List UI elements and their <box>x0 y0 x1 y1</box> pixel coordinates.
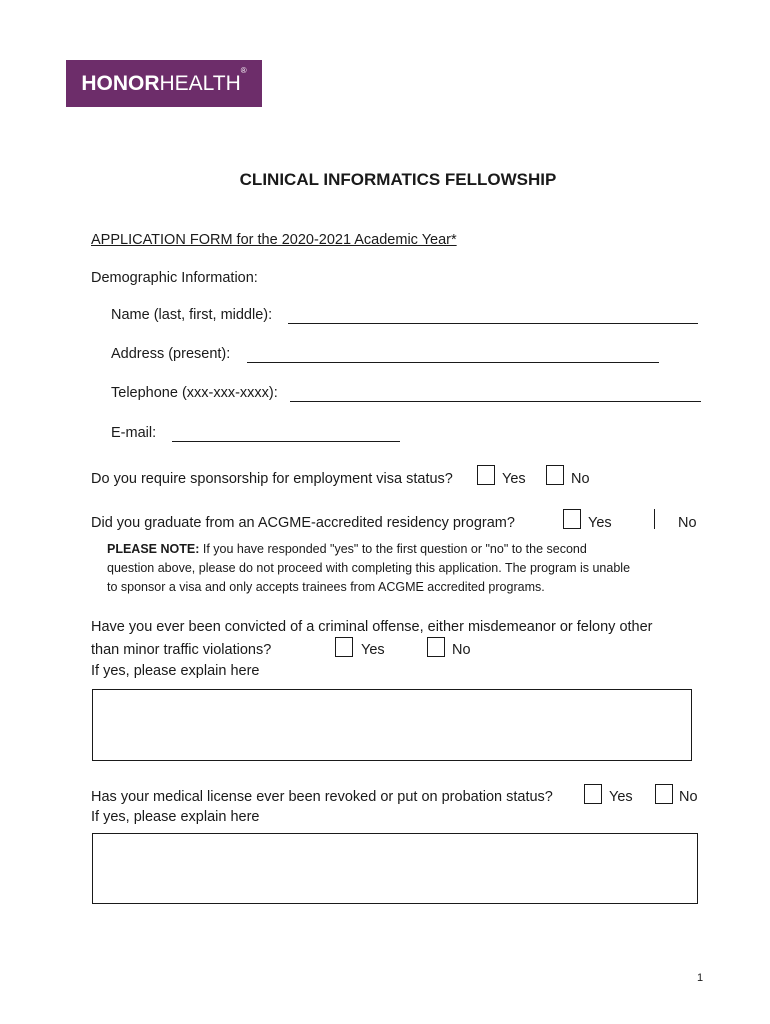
telephone-label: Telephone (xxx-xxx-xxxx): <box>111 385 278 401</box>
acgme-question: Did you graduate from an ACGME-accredited residency program? <box>91 515 515 531</box>
honorhealth-logo <box>66 60 262 107</box>
license-yes-checkbox[interactable] <box>584 784 602 804</box>
visa-yes-label: Yes <box>502 471 526 487</box>
visa-question: Do you require sponsorship for employment visa status? <box>91 471 453 487</box>
page-title: CLINICAL INFORMATICS FELLOWSHIP <box>239 170 557 189</box>
acgme-no-checkbox[interactable] <box>654 509 672 529</box>
address-field[interactable] <box>247 362 659 363</box>
visa-no-checkbox[interactable] <box>546 465 564 485</box>
license-explain-label: If yes, please explain here <box>91 809 260 825</box>
license-question: Has your medical license ever been revoked or put on probation status? <box>91 789 553 805</box>
license-yes-label: Yes <box>609 789 633 805</box>
name-field[interactable] <box>288 323 698 324</box>
criminal-question-line1: Have you ever been convicted of a criminal offense, either misdemeanor or felony other <box>91 619 653 635</box>
email-label: E-mail: <box>111 425 157 441</box>
telephone-field[interactable] <box>290 401 701 402</box>
email-field[interactable] <box>172 441 400 442</box>
acgme-yes-checkbox[interactable] <box>563 509 581 529</box>
criminal-explain-textbox[interactable] <box>92 689 692 761</box>
license-explain-textbox[interactable] <box>92 833 698 904</box>
note-bold: PLEASE NOTE: <box>107 542 200 556</box>
acgme-yes-label: Yes <box>588 515 612 531</box>
acgme-no-label: No <box>678 515 697 531</box>
address-label: Address (present): <box>111 346 231 362</box>
criminal-yes-label: Yes <box>361 642 385 658</box>
logo-part1: HONOR <box>81 72 160 95</box>
form-heading: APPLICATION FORM for the 2020-2021 Academic Year* <box>91 232 457 248</box>
criminal-question-line2: than minor traffic violations? <box>91 642 272 658</box>
criminal-no-label: No <box>452 642 471 658</box>
note-line1: If you have responded "yes" to the first question or "no" to the second <box>199 542 587 556</box>
visa-yes-checkbox[interactable] <box>477 465 495 485</box>
page-number: 1 <box>697 972 704 984</box>
name-label: Name (last, first, middle): <box>111 307 273 323</box>
note-line3: to sponsor a visa and only accepts trainees from ACGME accredited programs. <box>107 580 545 594</box>
demographic-label: Demographic Information: <box>91 270 258 286</box>
license-no-checkbox[interactable] <box>655 784 673 804</box>
note-line2: question above, please do not proceed with completing this application. The program is unable <box>107 561 631 575</box>
license-no-label: No <box>679 789 698 805</box>
logo-mark: ® <box>240 66 247 75</box>
criminal-yes-checkbox[interactable] <box>335 637 353 657</box>
visa-no-label: No <box>571 471 590 487</box>
criminal-explain-label: If yes, please explain here <box>91 663 260 679</box>
logo-part2: HEALTH <box>159 72 241 95</box>
criminal-no-checkbox[interactable] <box>427 637 445 657</box>
please-note <box>107 540 707 597</box>
